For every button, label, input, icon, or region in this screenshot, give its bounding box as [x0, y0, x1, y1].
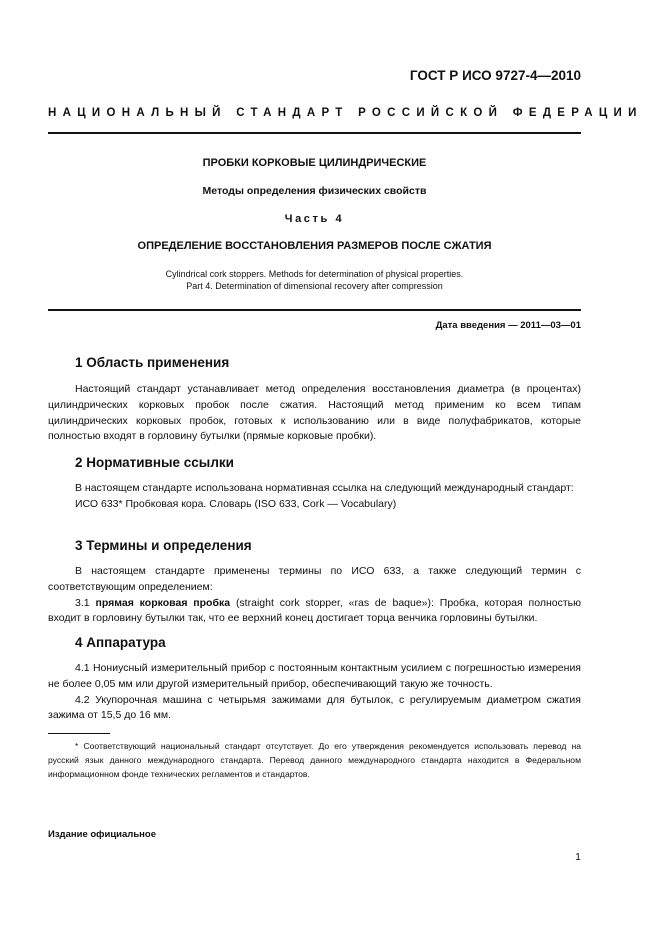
introduction-date: Дата введения — 2011—03—01 — [435, 320, 581, 331]
term-definition: (straight cork stopper, «ras de baque»): Пробка, которая полностью входит в горловину бутылки так, что ее верхний конец достигает торца венчика горловины бутылки. — [48, 596, 582, 625]
section-4-body — [48, 661, 581, 724]
section-4-item-2: 4.2 Укупорочная машина с четырьмя зажимами для бутылок, с регулируемым диаметром сжатия зажима от 15,5 до 16 мм. — [48, 693, 581, 722]
footnote: * Соответствующий национальный стандарт отсутствует. До его утверждения рекомендуется использовать перевод на русский язык данного международного стандарта. Перевод данного международного стандарта находится в Федеральном информационном фонде технических регламентов и стандартов. — [48, 741, 581, 779]
section-2-reference: ИСО 633* Пробковая кора. Словарь (ISO 633, Cork — Vocabulary) — [75, 497, 397, 510]
top-divider — [48, 132, 581, 134]
section-4-item-1: 4.1 Нониусный измерительный прибор с постоянным контактным усилием с погрешностью измерения не более 0,05 мм или другой измерительный прибор, обеспечивающий такую же точность. — [48, 662, 581, 690]
term-name: прямая корковая пробка — [95, 596, 231, 609]
english-title-line2: Part 4. Determination of dimensional recovery after compression — [186, 281, 443, 291]
section-3-body — [48, 564, 581, 627]
doc-part-title: ОПРЕДЕЛЕНИЕ ВОССТАНОВЛЕНИЯ РАЗМЕРОВ ПОСЛЕ СЖАТИЯ — [137, 240, 492, 252]
english-title — [48, 268, 581, 292]
section-2-text: В настоящем стандарте использована нормативная ссылка на следующий международный стандарт: — [75, 482, 574, 494]
section-3-heading: 3 Термины и определения — [75, 538, 252, 553]
title-divider — [48, 309, 581, 311]
english-title-line1: Cylindrical cork stoppers. Methods for determination of physical properties. — [165, 269, 464, 279]
section-3-text: В настоящем стандарте применены термины по ИСО 633, а также следующий термин с соответствующим определением: — [48, 565, 581, 593]
national-standard-banner: НАЦИОНАЛЬНЫЙ СТАНДАРТ РОССИЙСКОЙ ФЕДЕРАЦИИ — [48, 107, 643, 119]
doc-title: ПРОБКИ КОРКОВЫЕ ЦИЛИНДРИЧЕСКИЕ — [202, 157, 427, 169]
footnote-divider — [48, 733, 110, 734]
edition-label: Издание официальное — [48, 829, 156, 840]
doc-subtitle: Методы определения физических свойств — [202, 185, 427, 197]
section-1-heading: 1 Область применения — [75, 355, 230, 370]
term-number: 3.1 — [75, 596, 90, 609]
standard-code: ГОСТ Р ИСО 9727-4—2010 — [409, 68, 581, 83]
section-4-heading: 4 Аппаратура — [75, 635, 166, 650]
page-number: 1 — [575, 851, 581, 863]
section-3-term — [48, 596, 581, 628]
doc-part: Часть 4 — [284, 213, 345, 225]
section-2-heading: 2 Нормативные ссылки — [75, 455, 234, 470]
section-2-body — [48, 481, 581, 513]
section-1-text: Настоящий стандарт устанавливает метод определения восстановления диаметра (в процентах) цилиндрических корковых пробок после сжатия. Настоящий метод применим ко всем типам цилиндрических корковых пробок, готовых к использованию или в виде полуфабрикатов, которые полностью входят в горловину бутылки (прямые корковые пробки). — [48, 383, 581, 443]
